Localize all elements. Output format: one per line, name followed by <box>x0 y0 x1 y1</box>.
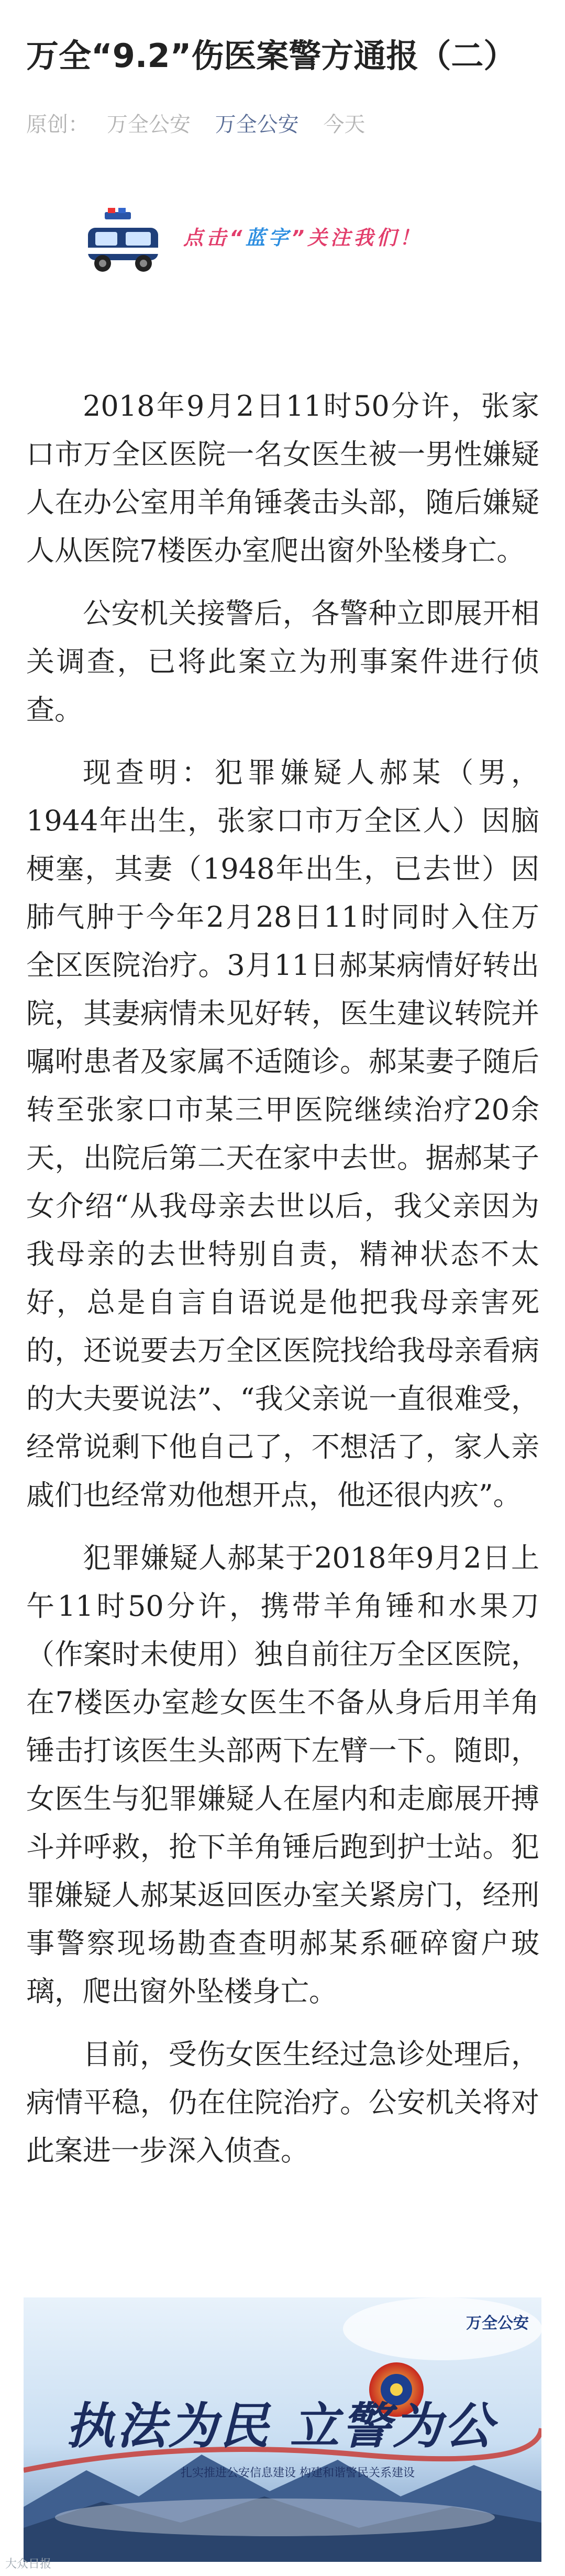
banner-highlight: 蓝字 <box>245 226 292 249</box>
original-label: 原创： <box>26 113 89 137</box>
paragraph-1: 2018年9月2日11时50分许，张家口市万全区医院一名女医生被一男性嫌疑人在办公室用羊角锤袭击头部，随后嫌疑人从医院7楼医办室爬出窗外坠楼身亡。 <box>26 390 539 567</box>
follow-banner-text <box>183 221 423 250</box>
follow-banner[interactable] <box>84 202 492 285</box>
paragraph-4: 犯罪嫌疑人郝某于2018年9月2日上午11时50分许，携带羊角锤和水果刀（作案时未使用）独自前往万全区医院，在7楼医办室趁女医生不备从身后用羊角锤击打该医生头部两下左臂一下。随即，女医生与犯罪嫌疑人在屋内和走廊展开搏斗并呼救，抢下羊角锤后跑到护士站。犯罪嫌疑人郝某返回医办室关紧房门，经刑事警察现场勘查查明郝某系砸碎窗户玻璃，爬出窗外坠楼身亡。 <box>26 1541 539 2008</box>
article-meta <box>26 108 383 138</box>
source-watermark: 大众日报 <box>5 2558 52 2571</box>
banner-suffix: ”关注我们！ <box>291 226 423 249</box>
police-poster-image <box>24 2297 541 2562</box>
banner-prefix: 点击“ <box>183 226 246 249</box>
author-name: 万全公安 <box>107 113 191 137</box>
police-car-icon <box>84 207 162 280</box>
paragraph-2: 公安机关接警后，各警种立即展开相关调查，已将此案立为刑事案件进行侦查。 <box>26 597 539 726</box>
poster-brand: 万全公安 <box>466 2314 529 2333</box>
poster-subtitle: 扎实推进公安信息建设 构建和谐警民关系建设 <box>181 2467 415 2480</box>
publish-time: 今天 <box>323 113 365 137</box>
paragraph-3: 现查明：犯罪嫌疑人郝某（男，1944年出生，张家口市万全区人）因脑梗塞，其妻（1948年出生，已去世）因肺气肿于今年2月28日11时同时入住万全区医院治疗。3月11日郝某病情好转出院，其妻病情未见好转，医生建议转院并嘱咐患者及家属不适随诊。郝某妻子随后转至张家口市某三甲医院继续治疗20余天，出院后第二天在家中去世。据郝某子女介绍“从我母亲去世以后，我父亲因为我母亲的去世特别自责，精神状态不太好，总是自言自语说是他把我母亲害死的，还说要去万全区医院找给我母亲看病的大夫要说法”、“我父亲说一直很难受，经常说剩下他自己了，不想活了，家人亲戚们也经常劝他想开点，他还很内疚”。 <box>26 756 539 1512</box>
article-body <box>26 382 539 2190</box>
poster-slogan: 执法为民 立警为公 <box>65 2397 495 2455</box>
account-link[interactable]: 万全公安 <box>215 113 299 137</box>
article-title: 万全“9.2”伤医案警方通报（二） <box>26 37 516 75</box>
paragraph-5: 目前，受伤女医生经过急诊处理后，病情平稳，仍在住院治疗。公安机关将对此案进一步深入侦查。 <box>26 2038 539 2167</box>
